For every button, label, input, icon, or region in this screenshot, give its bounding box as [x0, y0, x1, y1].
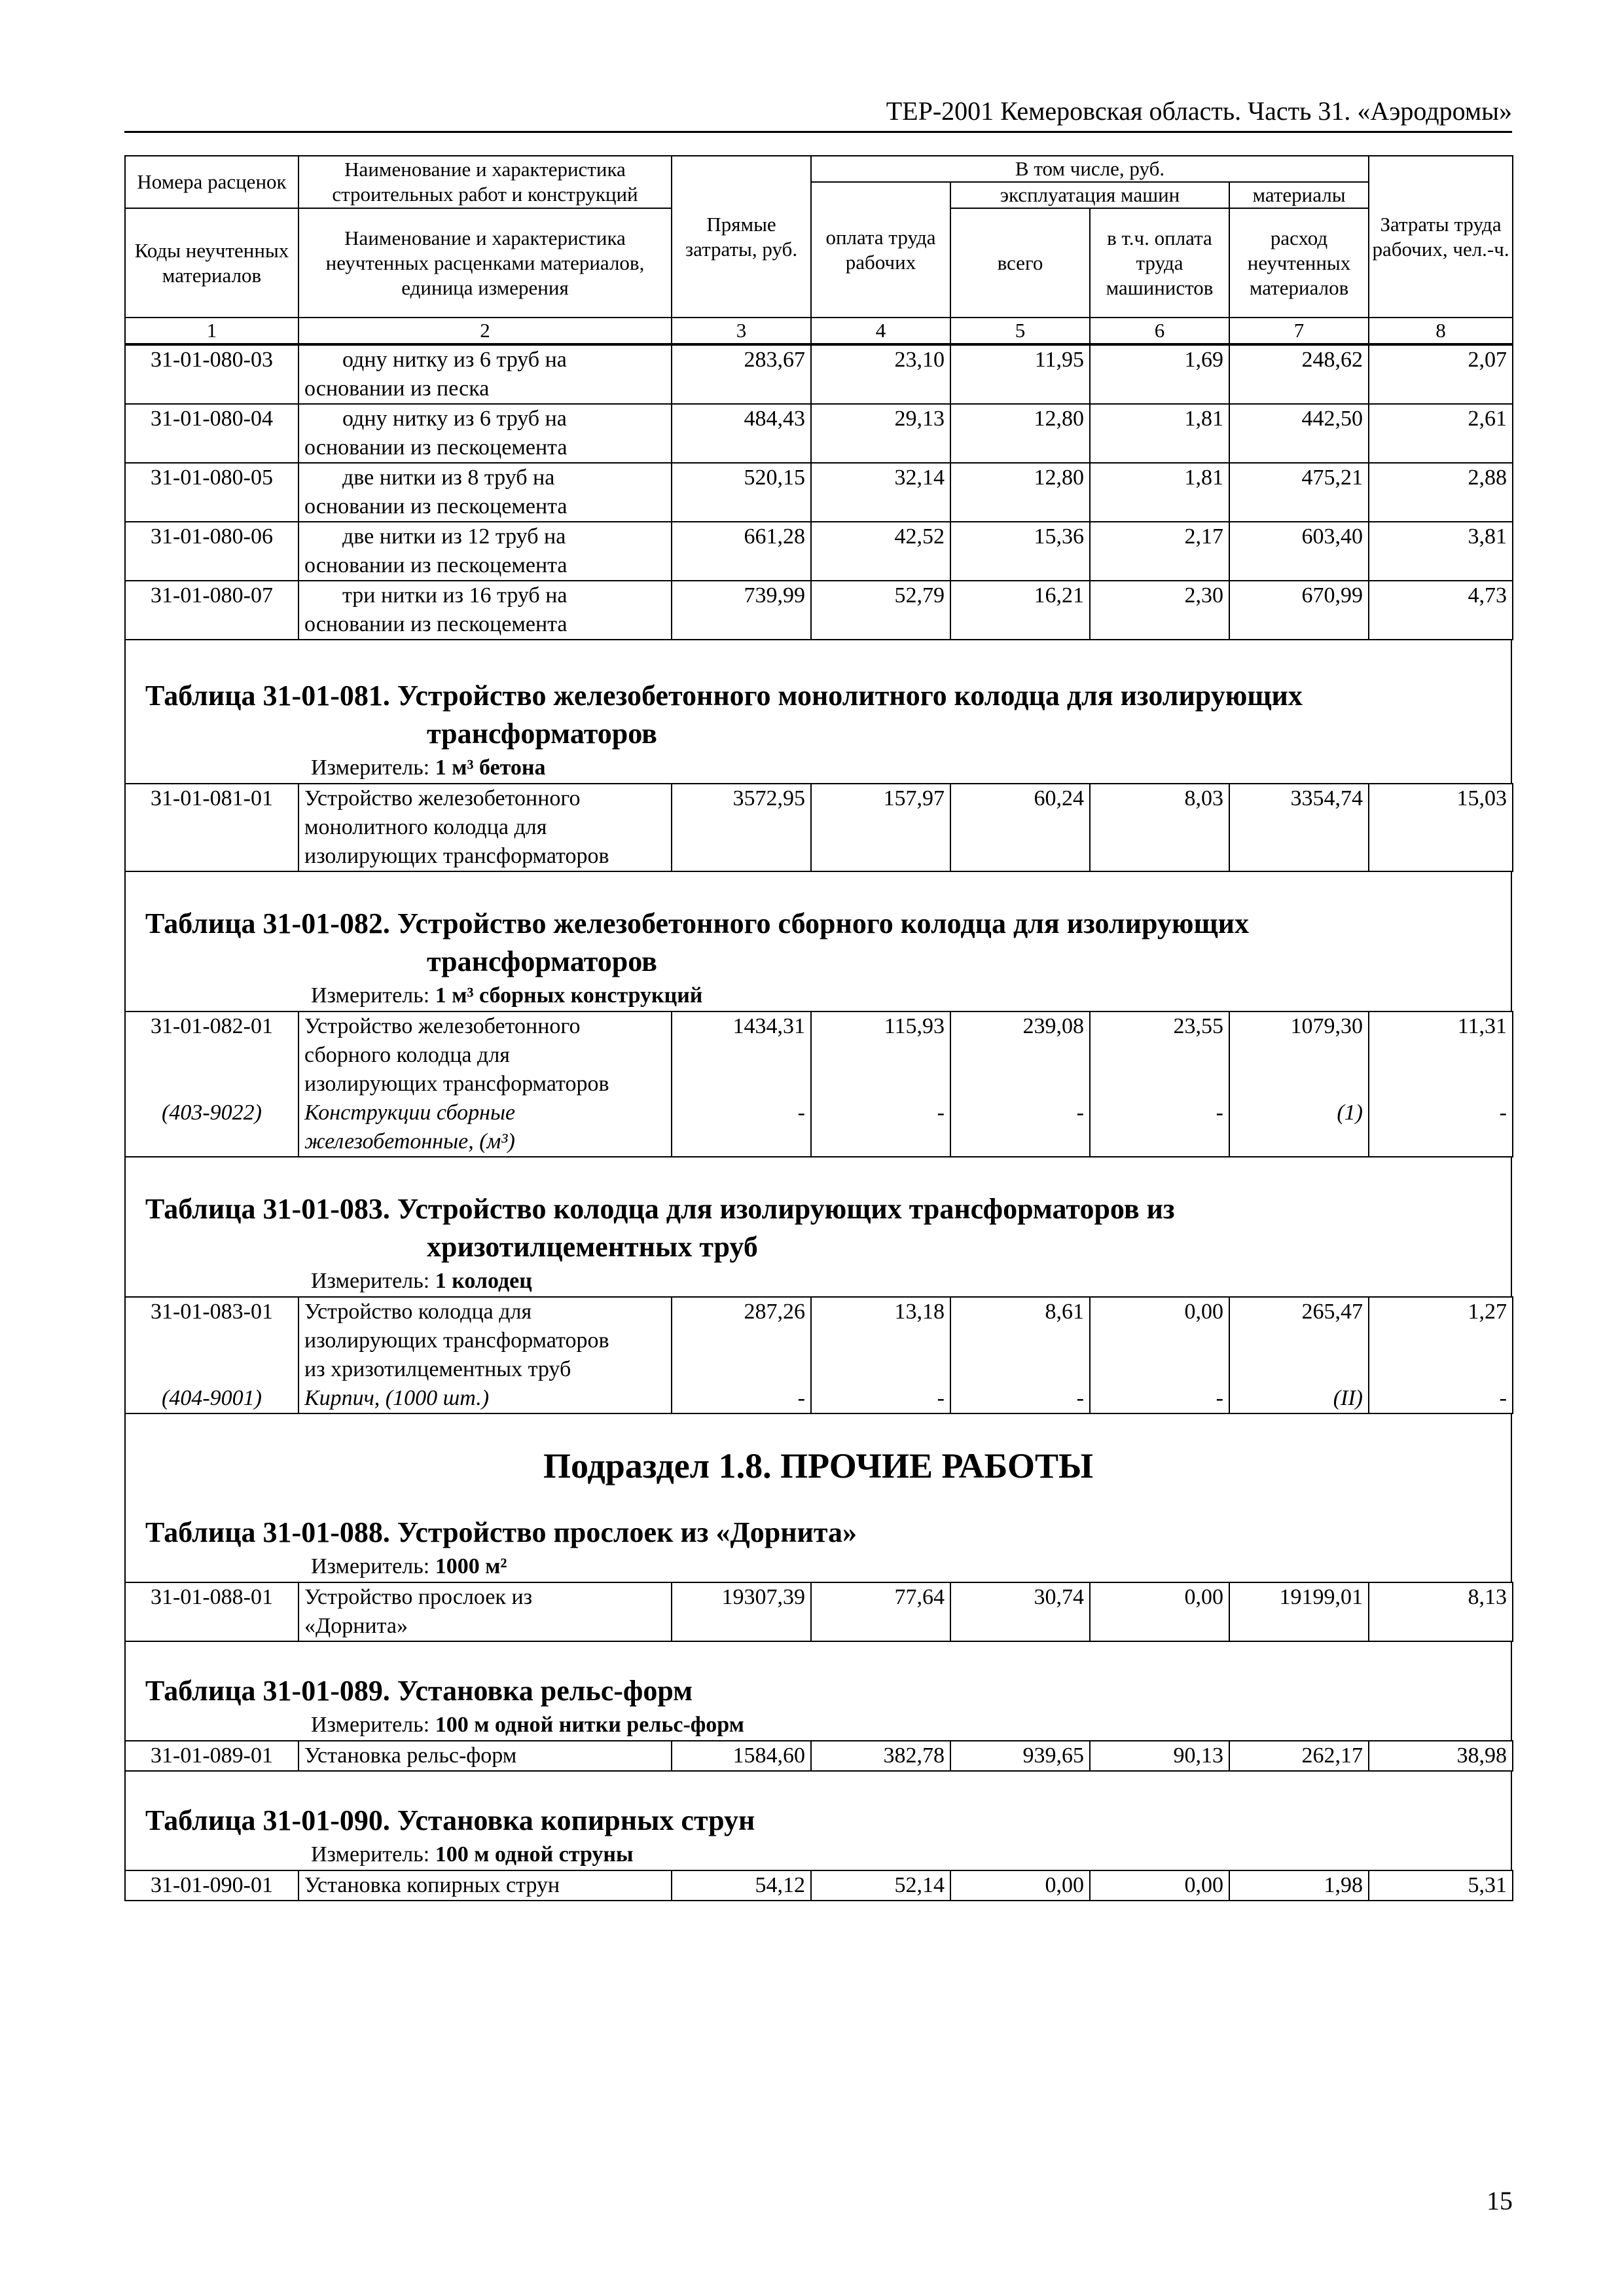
- table-row: [125, 463, 1513, 522]
- direct-costs: 287,26: [744, 1300, 805, 1324]
- rate-code: 31-01-082-01: [151, 1014, 273, 1038]
- material-code: (404-9001): [162, 1386, 262, 1410]
- machinist-wages: 1,69: [1090, 345, 1229, 404]
- header-materials: материалы: [1229, 182, 1369, 208]
- rate-name: [298, 784, 672, 871]
- wages-cell: [811, 1011, 950, 1157]
- wages: 29,13: [811, 404, 950, 463]
- rate-name-line: «Дорнита»: [304, 1614, 408, 1638]
- rate-name-line: изолирующих трансформаторов: [304, 844, 609, 868]
- wages: 42,52: [811, 522, 950, 581]
- machinist-wages-cell: [1090, 1011, 1229, 1157]
- rate-name-line: Устройство колодца для: [304, 1300, 532, 1324]
- wages: 382,78: [811, 1741, 950, 1771]
- materials: 3354,74: [1229, 784, 1369, 871]
- table-title-line: Таблица 31-01-081. Устройство железобетонного монолитного колодца для изолирующих: [145, 680, 1303, 712]
- material-value: -: [797, 1101, 805, 1125]
- table-083-measure: [126, 1266, 1511, 1296]
- direct-costs: 1434,31: [732, 1014, 805, 1038]
- machines-total: 11,95: [950, 345, 1090, 404]
- material-name-line: Кирпич, (1000 шт.): [304, 1386, 490, 1410]
- labor-costs: 5,31: [1369, 1870, 1513, 1901]
- table-090-title: Таблица 31-01-090. Установка копирных струн: [145, 1804, 755, 1836]
- direct-costs: 484,43: [672, 404, 811, 463]
- material-quantity: (1): [1337, 1101, 1363, 1125]
- table-090-section: [124, 1772, 1512, 1870]
- col-number: 8: [1369, 318, 1513, 344]
- rate-code: 31-01-080-07: [125, 581, 298, 640]
- measure-value: 1 колодец: [435, 1269, 532, 1293]
- material-code: (403-9022): [162, 1101, 262, 1125]
- labor-costs: 2,61: [1369, 404, 1513, 463]
- wages: 157,97: [811, 784, 950, 871]
- header-including: В том числе, руб.: [811, 156, 1369, 182]
- material-name-line: Конструкции сборные: [304, 1101, 516, 1125]
- measure-value: 100 м одной нитки рельс-форм: [435, 1713, 744, 1737]
- wages: 13,18: [894, 1300, 945, 1324]
- header-machinist-wages: в т.ч. оплата труда машинистов: [1090, 208, 1229, 318]
- direct-costs: 3572,95: [672, 784, 811, 871]
- col-number: 6: [1090, 318, 1229, 344]
- wages: 23,10: [811, 345, 950, 404]
- table-row: [125, 1741, 1513, 1771]
- table-081-title: [126, 677, 1511, 753]
- wages: 32,14: [811, 463, 950, 522]
- labor-costs: 2,07: [1369, 345, 1513, 404]
- rate-name-line: изолирующих трансформаторов: [304, 1072, 609, 1096]
- subsection-title: Подраздел 1.8. ПРОЧИЕ РАБОТЫ: [543, 1446, 1094, 1485]
- table-row: [125, 581, 1513, 640]
- machines-total: 30,74: [950, 1582, 1090, 1641]
- rate-name: [298, 1297, 672, 1413]
- material-value: -: [797, 1386, 805, 1410]
- direct-costs: 19307,39: [672, 1582, 811, 1641]
- materials: 442,50: [1229, 404, 1369, 463]
- table-090: [124, 1870, 1513, 1901]
- machinist-wages: 0,00: [1184, 1300, 1223, 1324]
- labor-costs: 8,13: [1369, 1582, 1513, 1641]
- material-value: -: [937, 1386, 945, 1410]
- rate-name: [298, 345, 672, 404]
- rate-code-cell: [125, 1297, 298, 1413]
- measure-label: Измеритель:: [311, 1842, 430, 1867]
- machines-total: 0,00: [950, 1870, 1090, 1901]
- machines-total: 8,61: [1045, 1300, 1084, 1324]
- table-088-measure: [126, 1552, 1511, 1582]
- direct-costs: 1584,60: [672, 1741, 811, 1771]
- rate-code: 31-01-089-01: [125, 1741, 298, 1771]
- machinist-wages: 23,55: [1173, 1014, 1223, 1038]
- material-value: -: [1076, 1101, 1084, 1125]
- direct-costs: 661,28: [672, 522, 811, 581]
- machines-total: 15,36: [950, 522, 1090, 581]
- table-title-line: трансформаторов: [427, 945, 657, 977]
- rate-name-line: основании из пескоцемента: [304, 612, 568, 636]
- labor-costs-cell: [1369, 1011, 1513, 1157]
- table-row: [125, 1297, 1513, 1413]
- page-number: 15: [1487, 2186, 1513, 2215]
- header-unaccounted-names: Наименование и характеристика неучтенных расценками материалов, единица измерения: [298, 208, 672, 318]
- table-row: [125, 404, 1513, 463]
- table-088: [124, 1582, 1513, 1642]
- table-row: [125, 784, 1513, 871]
- rate-name: [298, 404, 672, 463]
- labor-costs: 38,98: [1369, 1741, 1513, 1771]
- col-number: 7: [1229, 318, 1369, 344]
- rate-name-line: одну нитку из 6 труб на: [342, 407, 567, 431]
- col-number: 2: [298, 318, 672, 344]
- rate-name: [298, 581, 672, 640]
- wages: 77,64: [811, 1582, 950, 1641]
- direct-costs: 520,15: [672, 463, 811, 522]
- material-value: -: [1216, 1386, 1223, 1410]
- header-work-name: Наименование и характеристика строительных работ и конструкций: [298, 156, 672, 208]
- material-value: -: [1499, 1386, 1507, 1410]
- direct-costs: 283,67: [672, 345, 811, 404]
- measure-label: Измеритель:: [311, 756, 430, 780]
- rate-name: Установка копирных струн: [298, 1870, 672, 1901]
- col-number: 1: [125, 318, 298, 344]
- header-machines: эксплуатация машин: [950, 182, 1229, 208]
- table-row: [125, 1582, 1513, 1641]
- measure-value: 1000 м²: [435, 1554, 507, 1578]
- machinist-wages: 2,17: [1090, 522, 1229, 581]
- table-089-title: Таблица 31-01-089. Установка рельс-форм: [145, 1675, 693, 1707]
- col-number: 5: [950, 318, 1090, 344]
- measure-label: Измеритель:: [311, 1554, 430, 1578]
- rate-name-line: одну нитку из 6 труб на: [342, 348, 567, 372]
- rate-name: [298, 1011, 672, 1157]
- table-title-line: Таблица 31-01-082. Устройство железобетонного сборного колодца для изолирующих: [145, 907, 1249, 939]
- labor-costs: 4,73: [1369, 581, 1513, 640]
- table-089-measure: [126, 1710, 1511, 1740]
- column-header-table: [124, 155, 1513, 344]
- rate-name-line: монолитного колодца для: [304, 815, 547, 839]
- table-083-section: [124, 1157, 1512, 1296]
- rate-code: 31-01-080-05: [125, 463, 298, 522]
- labor-costs: 15,03: [1369, 784, 1513, 871]
- machines-total: 16,21: [950, 581, 1090, 640]
- rate-name-line: Устройство прослоек из: [304, 1585, 533, 1609]
- material-value: -: [937, 1101, 945, 1125]
- rate-name-line: основании из пескоцемента: [304, 553, 568, 577]
- subsection-1-8: [124, 1414, 1512, 1582]
- rate-name-line: основании из песка: [304, 376, 490, 401]
- rate-name: [298, 522, 672, 581]
- header-wages: оплата труда рабочих: [811, 182, 950, 318]
- materials: 19199,01: [1229, 1582, 1369, 1641]
- rate-code: 31-01-080-03: [125, 345, 298, 404]
- rate-name-line: две нитки из 12 труб на: [342, 524, 566, 549]
- machinist-wages: 0,00: [1090, 1870, 1229, 1901]
- measure-label: Измеритель:: [311, 1713, 430, 1737]
- material-name-line: железобетонные, (м³): [304, 1129, 515, 1154]
- rate-name-line: основании из пескоцемента: [304, 435, 568, 460]
- table-081-section: [124, 640, 1512, 783]
- materials: 265,47: [1301, 1300, 1363, 1324]
- labor-costs: 2,88: [1369, 463, 1513, 522]
- labor-costs: 11,31: [1457, 1014, 1507, 1038]
- measure-value: 1 м³ бетона: [435, 756, 546, 780]
- table-089-section: [124, 1642, 1512, 1740]
- machines-total-cell: [950, 1297, 1090, 1413]
- materials: 1,98: [1229, 1870, 1369, 1901]
- machines-total: 60,24: [950, 784, 1090, 871]
- rate-code-cell: [125, 1011, 298, 1157]
- table-title-line: Таблица 31-01-083. Устройство колодца для изолирующих трансформаторов из: [145, 1193, 1175, 1225]
- table-090-measure: [126, 1840, 1511, 1870]
- rate-code: 31-01-088-01: [125, 1582, 298, 1641]
- labor-costs: 3,81: [1369, 522, 1513, 581]
- table-081: [124, 783, 1513, 872]
- direct-costs: 54,12: [672, 1870, 811, 1901]
- machines-total: 939,65: [950, 1741, 1090, 1771]
- measure-label: Измеритель:: [311, 1269, 430, 1293]
- materials: 248,62: [1229, 345, 1369, 404]
- header-labor-costs: Затраты труда рабочих, чел.-ч.: [1369, 156, 1513, 318]
- table-082-measure: [126, 981, 1511, 1011]
- col-number: 4: [811, 318, 950, 344]
- table-title-line: трансформаторов: [427, 718, 657, 750]
- header-rule: [124, 131, 1512, 133]
- machinist-wages: 1,81: [1090, 463, 1229, 522]
- materials-cell: [1229, 1011, 1369, 1157]
- header-machines-total: всего: [950, 208, 1090, 318]
- rate-name-line: сборного колодца для: [304, 1043, 510, 1067]
- direct-costs-cell: [672, 1297, 811, 1413]
- wages: 115,93: [884, 1014, 945, 1038]
- material-value: -: [1499, 1101, 1507, 1125]
- materials: 475,21: [1229, 463, 1369, 522]
- materials-cell: [1229, 1297, 1369, 1413]
- running-header: ТЕР-2001 Кемеровская область. Часть 31. «Аэродромы»: [886, 96, 1512, 126]
- table-082-title: [126, 905, 1511, 981]
- rate-name-line: три нитки из 16 труб на: [342, 583, 568, 608]
- materials: 1079,30: [1290, 1014, 1363, 1038]
- rate-name-line: основании из пескоцемента: [304, 494, 568, 519]
- table-088-title: Таблица 31-01-088. Устройство прослоек из «Дорнита»: [145, 1516, 857, 1548]
- rate-code: 31-01-090-01: [125, 1870, 298, 1901]
- rate-document: [124, 155, 1512, 1901]
- rate-code: 31-01-083-01: [151, 1300, 273, 1324]
- machinist-wages: 1,81: [1090, 404, 1229, 463]
- rate-code: 31-01-080-06: [125, 522, 298, 581]
- material-quantity: (II): [1333, 1386, 1363, 1410]
- measure-label: Измеритель:: [311, 983, 430, 1008]
- table-row: [125, 1870, 1513, 1901]
- machines-total: 12,80: [950, 404, 1090, 463]
- materials: 670,99: [1229, 581, 1369, 640]
- table-title-line: хризотилцементных труб: [427, 1231, 758, 1263]
- rate-name-line: из хризотилцементных труб: [304, 1357, 571, 1381]
- material-value: -: [1216, 1101, 1223, 1125]
- table-083-title: [126, 1190, 1511, 1266]
- rate-code: 31-01-081-01: [125, 784, 298, 871]
- machinist-wages-cell: [1090, 1297, 1229, 1413]
- machinist-wages: 8,03: [1090, 784, 1229, 871]
- machinist-wages: 0,00: [1090, 1582, 1229, 1641]
- rate-name-line: Устройство железобетонного: [304, 786, 581, 811]
- machinist-wages: 2,30: [1090, 581, 1229, 640]
- machines-total: 239,08: [1022, 1014, 1084, 1038]
- direct-costs: 739,99: [672, 581, 811, 640]
- rates-080-table: [124, 344, 1513, 640]
- rate-name-line: Устройство железобетонного: [304, 1014, 581, 1038]
- rate-name: [298, 1582, 672, 1641]
- rate-name: Установка рельс-форм: [298, 1741, 672, 1771]
- machines-total-cell: [950, 1011, 1090, 1157]
- table-082: [124, 1011, 1513, 1157]
- labor-costs: 1,27: [1468, 1300, 1507, 1324]
- labor-costs-cell: [1369, 1297, 1513, 1413]
- table-row: [125, 522, 1513, 581]
- table-089: [124, 1740, 1513, 1772]
- table-082-section: [124, 872, 1512, 1011]
- measure-value: 1 м³ сборных конструкций: [435, 983, 703, 1008]
- table-row: [125, 1011, 1513, 1157]
- wages: 52,14: [811, 1870, 950, 1901]
- direct-costs-cell: [672, 1011, 811, 1157]
- header-unaccounted-codes: Коды неучтенных материалов: [125, 208, 298, 318]
- header-direct-costs: Прямые затраты, руб.: [672, 156, 811, 318]
- machines-total: 12,80: [950, 463, 1090, 522]
- materials: 603,40: [1229, 522, 1369, 581]
- machinist-wages: 90,13: [1090, 1741, 1229, 1771]
- materials: 262,17: [1229, 1741, 1369, 1771]
- header-unaccounted-materials: расход неучтенных материалов: [1229, 208, 1369, 318]
- rate-code: 31-01-080-04: [125, 404, 298, 463]
- material-value: -: [1076, 1386, 1084, 1410]
- rate-name-line: изолирующих трансформаторов: [304, 1328, 609, 1353]
- wages: 52,79: [811, 581, 950, 640]
- table-081-measure: [126, 753, 1511, 783]
- measure-value: 100 м одной струны: [435, 1842, 634, 1867]
- table-083: [124, 1296, 1513, 1414]
- table-row: [125, 345, 1513, 404]
- wages-cell: [811, 1297, 950, 1413]
- rate-name-line: две нитки из 8 труб на: [342, 465, 555, 490]
- col-number: 3: [672, 318, 811, 344]
- header-rate-numbers: Номера расценок: [125, 156, 298, 208]
- rate-name: [298, 463, 672, 522]
